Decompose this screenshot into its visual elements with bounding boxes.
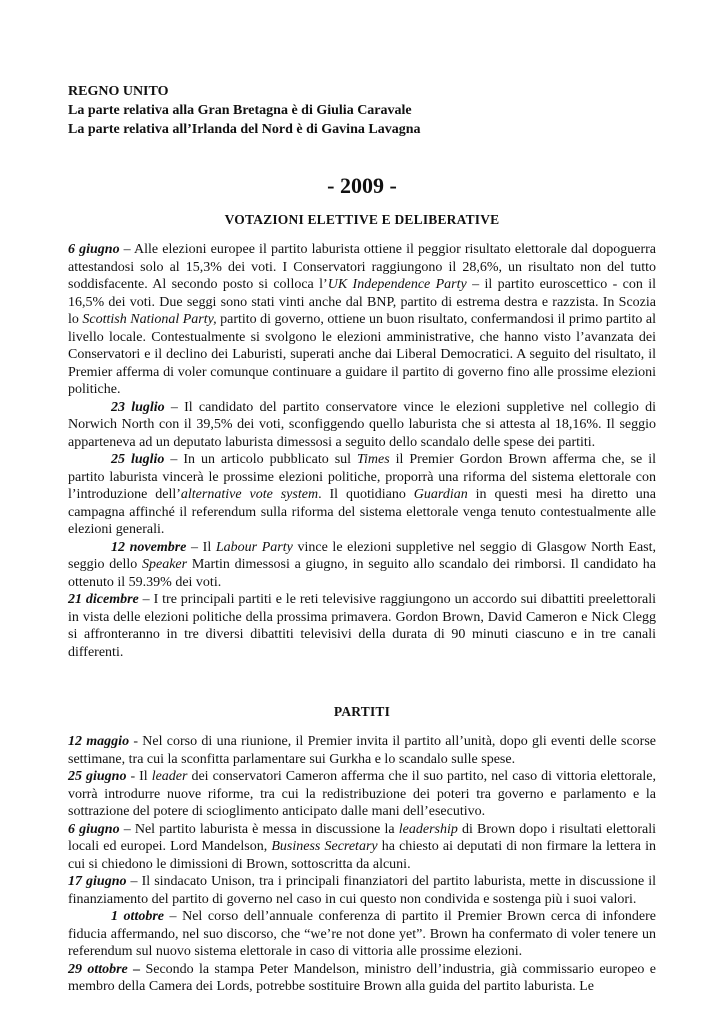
entry-italic-text: Guardian — [413, 487, 468, 502]
entry-text: ha chiesto ai deputati di non firmare la lettera in cui si chiedono le dimissioni di Brown, sottoscritta da alcuni. — [68, 839, 656, 872]
entry-text: . Il quotidiano — [318, 487, 414, 502]
entry-paragraph — [68, 873, 656, 908]
entry-paragraph — [68, 539, 656, 592]
partiti-entries — [68, 733, 656, 996]
entry-date: 6 giugno — [68, 242, 120, 257]
section-title-partiti: PARTITI — [333, 704, 391, 719]
entry-date: 21 dicembre — [68, 592, 139, 607]
entry-italic-text: Scottish National Party, — [82, 312, 217, 327]
entry-text: – Alle elezioni europee il partito laburista ottiene il peggior risultato elettorale dal dopoguerra attestandosi solo al 15,3% dei voti. I Conservatori raggiungono il 28,6%, un risultato non del tutto soddisfacente. Al secondo posto si colloca l’ — [68, 242, 656, 292]
entry-text: in questi mesi ha diretto una campagna affinché il referendum sulla riforma del sistema elettorale venga tenuto contestualmente alle elezioni generali. — [68, 487, 657, 537]
entry-paragraph — [68, 908, 656, 961]
author-ni: La parte relativa all’Irlanda del Nord è di Gavina Lavagna — [68, 122, 421, 137]
country-heading: REGNO UNITO — [68, 84, 169, 99]
entry-paragraph — [68, 241, 656, 399]
entry-paragraph — [68, 591, 656, 661]
entry-italic-text: Speaker — [142, 557, 188, 572]
entry-date: 25 luglio — [111, 452, 165, 467]
entry-text: - Il — [126, 769, 152, 784]
entry-italic-text: alternative vote system — [180, 487, 319, 502]
entry-paragraph — [68, 821, 656, 874]
entry-italic-text: leader — [151, 769, 188, 784]
entry-text: - Nel corso di una riunione, il Premier invita il partito all’unità, dopo gli eventi delle scorse settimane, tra cui la sconfitta parlamentare sui Gurkha e lo scandalo sulle spese. — [68, 734, 657, 767]
entry-text: – Il — [186, 539, 216, 555]
entry-date: 12 novembre — [111, 539, 187, 555]
entry-paragraph — [68, 733, 656, 768]
entry-text: – Il sindacato Unison, tra i principali finanziatori del partito laburista, mette in discussione il finanziamento del partito di governo nel caso in cui questo non condivida e sostenga più i suoi valori. — [68, 874, 657, 907]
entry-italic-text: UK Independence Party — [327, 277, 467, 292]
entry-date: 17 giugno — [68, 874, 127, 889]
entry-paragraph — [68, 768, 656, 821]
entry-text: partito di governo, ottiene un buon risultato, confermandosi il primo partito al livello locale. Contestualmente si svolgono le elezioni amministrative, che hanno visto l’avanzata dei Conservatori e il declino dei Laburisti, superati anche dai Liberal Democratici. A seguito del risultato, il Premier afferma di voler comunque continuare a guidare il partito di governo fino alle prossime elezioni politiche. — [68, 312, 657, 397]
entry-italic-text: Labour Party — [215, 539, 293, 555]
entry-text: vince le elezioni suppletive nel seggio di Glasgow North East, seggio dello — [68, 539, 657, 572]
entry-text: Martin dimessosi a giugno, in seguito allo scandalo dei rimborsi. Il candidato ha ottenuto il 59.39% dei voti. — [68, 557, 656, 590]
entry-italic-text: Times — [357, 452, 390, 467]
section-title-votazioni: VOTAZIONI ELETTIVE E DELIBERATIVE — [224, 212, 500, 227]
entry-text: – Nel partito laburista è messa in discussione la — [119, 821, 399, 837]
entry-text: Secondo la stampa Peter Mandelson, ministro dell’industria, già commissario europeo e membro della Camera dei Lords, potrebbe sostituire Brown alla guida del partito laburista. Le — [68, 961, 656, 994]
entry-text: il Premier Gordon Brown afferma che, se il partito laburista vincerà le prossime elezioni politiche, proporrà una riforma del sistema elettorale con l’introduzione dell’ — [68, 452, 656, 502]
entry-date: 29 ottobre – — [68, 961, 141, 977]
entry-text: – Il candidato del partito conservatore vince le elezioni suppletive nel collegio di Norwich North con il 39,5% dei voti, sconfiggendo quello laburista che si attesta al 18,16%. Il seggio apparteneva ad un deputato laburista dimessosi a seguito dello scandalo delle spese dei partiti. — [68, 399, 656, 450]
entry-text: di Brown dopo i risultati elettorali locali ed europei. Lord Mandelson, — [68, 821, 656, 854]
entry-paragraph — [68, 451, 656, 539]
entry-date: 25 giugno — [68, 769, 127, 784]
entry-paragraph — [68, 961, 656, 996]
votazioni-entries — [68, 241, 656, 661]
entry-text: dei conservatori Cameron afferma che il suo partito, nel caso di vittoria elettorale, vorrà introdurre nuove riforme, tra cui la redistribuzione dei poteri tra governo e parlamento e la sottrazione del potere di scioglimento anticipato dalle mani dell’esecutivo. — [68, 769, 656, 819]
entry-date: 12 maggio — [68, 734, 130, 749]
entry-text: – il partito euroscettico - con il 16,5% dei voti. Due seggi sono stati vinti anche dal BNP, partito di estrema destra e razzista. In Scozia lo — [68, 277, 656, 327]
author-gb: La parte relativa alla Gran Bretagna è di Giulia Caravale — [68, 103, 412, 118]
entry-italic-text: leadership — [398, 821, 458, 837]
entry-date: 23 luglio — [111, 399, 165, 415]
entry-text: – I tre principali partiti e le reti televisive raggiungono un accordo sui dibattiti preelettorali in vista delle elezioni politiche della prossima primavera. Gordon Brown, David Cameron e Nick Clegg si affronteranno in tre diversi dibattiti televisivi della durata di 90 minuti ciascuno e in tre canali differenti. — [68, 592, 657, 660]
year-title: - 2009 - — [327, 173, 397, 198]
entry-text: – Nel corso dell’annuale conferenza di partito il Premier Brown cerca di infondere fiducia affermando, nel suo discorso, che “we’re not done yet”. Brown ha confermato di voler tenere un referendum sul nuovo sistema elettorale in caso di vittoria alle prossime elezioni. — [68, 909, 656, 959]
document-page — [68, 82, 656, 996]
entry-italic-text: Business Secretary — [271, 839, 378, 854]
entry-date: 1 ottobre — [111, 909, 164, 924]
entry-date: 6 giugno — [68, 821, 120, 837]
entry-text: – In un articolo pubblicato sul — [164, 452, 357, 467]
entry-paragraph — [68, 399, 656, 452]
